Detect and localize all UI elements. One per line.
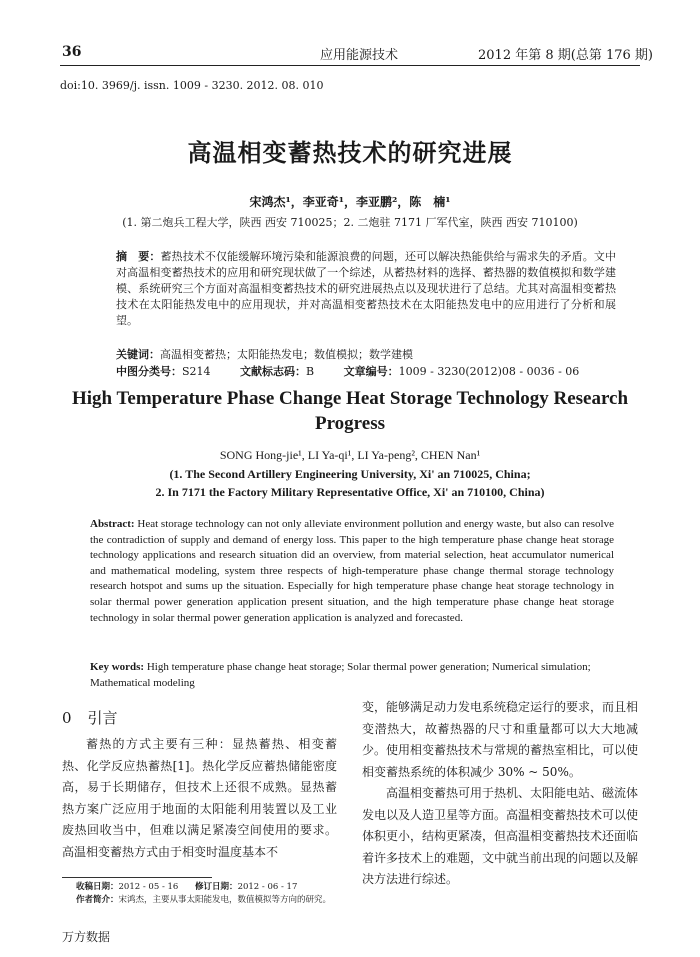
author-bio-text: 宋鸿杰，主要从事太阳能发电，数值模拟等方向的研究。	[118, 895, 332, 905]
article-no-label: 文章编号：	[343, 365, 399, 378]
abstract-cn	[116, 249, 616, 329]
footnote-author	[76, 894, 346, 906]
header-rule	[60, 65, 640, 66]
clc-value: S214	[182, 365, 211, 378]
title-en: High Temperature Phase Change Heat Storage Technology Research Progress	[71, 388, 629, 434]
keywords-en	[90, 660, 614, 691]
author-bio-label: 作者简介：	[76, 895, 119, 905]
abstract-cn-text: 蓄热技术不仅能缓解环境污染和能源浪费的问题，还可以解决热能供给与需求失的矛盾。文中对高温相变蓄热技术的应用和研究现状做了一个综述，从蓄热材料的选择、蓄热器的数值模拟和数学建模、系统研究三个方面对高温相变蓄热技术的研究进展热点以及现状进行了总结。尤其对高温相变蓄热技术在太阳能热发电中的应用现状，并对高温相变蓄热技术在太阳能热发电中的应用进行了分析和展望。	[116, 250, 617, 327]
doi: doi:10. 3969/j. issn. 1009 - 3230. 2012. 08. 010	[60, 79, 324, 92]
watermark: 万方数据	[62, 930, 111, 944]
doc-code-label: 文献标志码：	[240, 365, 307, 378]
section-number: 0	[62, 709, 72, 727]
body-right-column	[362, 697, 638, 891]
section-heading	[62, 707, 134, 728]
body-right-paragraph-2: 高温相变蓄热可用于热机、太阳能电站、磁流体发电以及人造卫星等方面。高温相变蓄热技术可以使体积更小，结构更紧凑，但高温相变蓄热技术还面临着许多技术上的难题，文中就当前出现的问题以及解决方法进行综述。	[362, 786, 639, 886]
abstract-en	[90, 517, 614, 626]
authors-en: SONG Hong-jie¹, LI Ya-qi¹, LI Ya-peng², CHEN Nan¹	[219, 448, 481, 462]
abstract-en-label: Abstract:	[90, 518, 135, 530]
journal-name: 应用能源技术	[320, 48, 399, 63]
page-number: 36	[62, 44, 82, 60]
revised-date: 2012 - 06 - 17	[237, 882, 298, 892]
footnote-rule	[62, 877, 212, 878]
affiliation-en-2: 2. In 7171 the Factory Military Representative Office, Xi' an 710100, China)	[155, 485, 545, 499]
affiliation-en-1: (1. The Second Artillery Engineering University, Xi' an 710025, China;	[169, 467, 531, 481]
section-title: 引言	[87, 709, 118, 727]
authors-cn: 宋鸿杰¹，李亚奇¹，李亚鹏²，陈 楠¹	[249, 195, 451, 209]
title-cn: 高温相变蓄热技术的研究进展	[187, 138, 513, 167]
abstract-en-text: Heat storage technology can not only alleviate environment pollution and energy waste, but also can resolve the contradiction of supply and demand of energy loss. This paper to the high temperature phase change heat storage technology applications and research situation did an overview, from material selection, heat accumulator numerical and mathematical modeling, system three respects of high-temperature phase change thermal storage technology research hotspot and sums up the situation. Especially for high temperature phase change heat storage technology in solar thermal power generation application present situation, and the high temperature phase change heat storage technology in solar thermal power generation application is analyzed and forecasted.	[90, 518, 614, 624]
keywords-cn	[116, 346, 616, 362]
received-label: 收稿日期：	[76, 882, 119, 892]
doc-code-value: B	[306, 365, 315, 378]
body-right-paragraph-1: 变，能够满足动力发电系统稳定运行的要求，而且相变潜热大，故蓄热器的尺寸和重量都可以大大地减少。使用相变蓄热技术与常规的蓄热室相比，可以使相变蓄热系统的体积减少 30% ~ 50%。	[362, 700, 639, 779]
article-no-value: 1009 - 3230(2012)08 - 0036 - 06	[398, 365, 580, 378]
affiliation-cn: (1. 第二炮兵工程大学，陕西 西安 710025；2. 二炮驻 7171 厂军代室，陕西 西安 710100)	[122, 216, 578, 229]
clc-label: 中图分类号：	[116, 365, 182, 378]
abstract-cn-label: 摘 要：	[116, 250, 161, 263]
body-left-column: 蓄热的方式主要有三种：显热蓄热、相变蓄热、化学反应热蓄热[1]。热化学反应蓄热储能密度高，易于长期储存，但技术上还很不成熟。显热蓄热方案广泛应用于地面的太阳能利用装置以及工业废热回收当中，但难以满足紧凑空间使用的要求。高温相变蓄热方式由于相变时温度基本不	[62, 737, 337, 859]
keywords-en-text: High temperature phase change heat storage; Solar thermal power generation; Numerical simulation; Mathematical modeling	[90, 661, 591, 689]
received-date: 2012 - 05 - 16	[118, 882, 179, 892]
footnote-dates	[76, 881, 346, 893]
classification-cn	[116, 363, 616, 379]
keywords-cn-text: 高温相变蓄热；太阳能热发电；数值模拟；数学建模	[160, 348, 413, 361]
keywords-en-label: Key words:	[90, 661, 145, 673]
issue-info: 2012 年第 8 期(总第 176 期)	[478, 48, 653, 63]
revised-label: 修订日期：	[195, 882, 238, 892]
keywords-cn-label: 关键词：	[116, 348, 160, 361]
